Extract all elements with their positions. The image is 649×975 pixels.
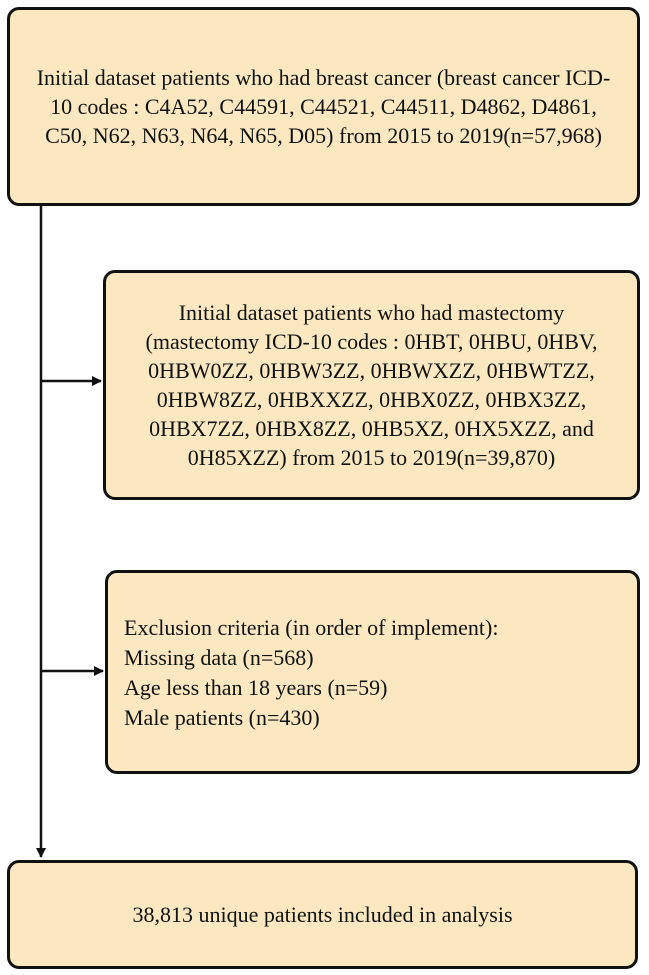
exclusion-criteria-title: Exclusion criteria (in order of implement):	[124, 615, 499, 640]
initial-mastectomy-text: Initial dataset patients who had mastectomy (mastectomy ICD-10 codes : 0HBT, 0HBU, 0HBV, 0HBW0ZZ, 0HBW3ZZ, 0HBWXZZ, 0HBWTZZ, 0HBW8ZZ, 0HBXXZZ, 0HBX0ZZ, 0HBX3ZZ, 0HBX7ZZ, 0HBX8ZZ, 0HB5XZ, 0HX5XZZ, and 0H85XZZ) from 2015 to 2019(n=39,870)	[145, 300, 598, 470]
final-cohort-text: 38,813 unique patients included in analysis	[132, 902, 513, 927]
initial-breast-cancer-text: Initial dataset patients who had breast cancer (breast cancer ICD-10 codes : C4A52, C44591, C44521, C44511, D4862, D4861, C50, N62, N63, N64, N65, D05) from 2015 to 2019(n=57,968)	[36, 65, 611, 148]
initial-mastectomy-box	[103, 270, 640, 500]
exclusion-criteria-list	[124, 613, 498, 733]
exclusion-criteria-box	[105, 570, 640, 774]
exclusion-item-missing-data: Missing data (n=568)	[124, 645, 314, 670]
initial-breast-cancer-box	[7, 7, 640, 206]
exclusion-item-male: Male patients (n=430)	[124, 705, 320, 730]
exclusion-item-age: Age less than 18 years (n=59)	[124, 675, 388, 700]
final-cohort-box	[7, 860, 638, 969]
